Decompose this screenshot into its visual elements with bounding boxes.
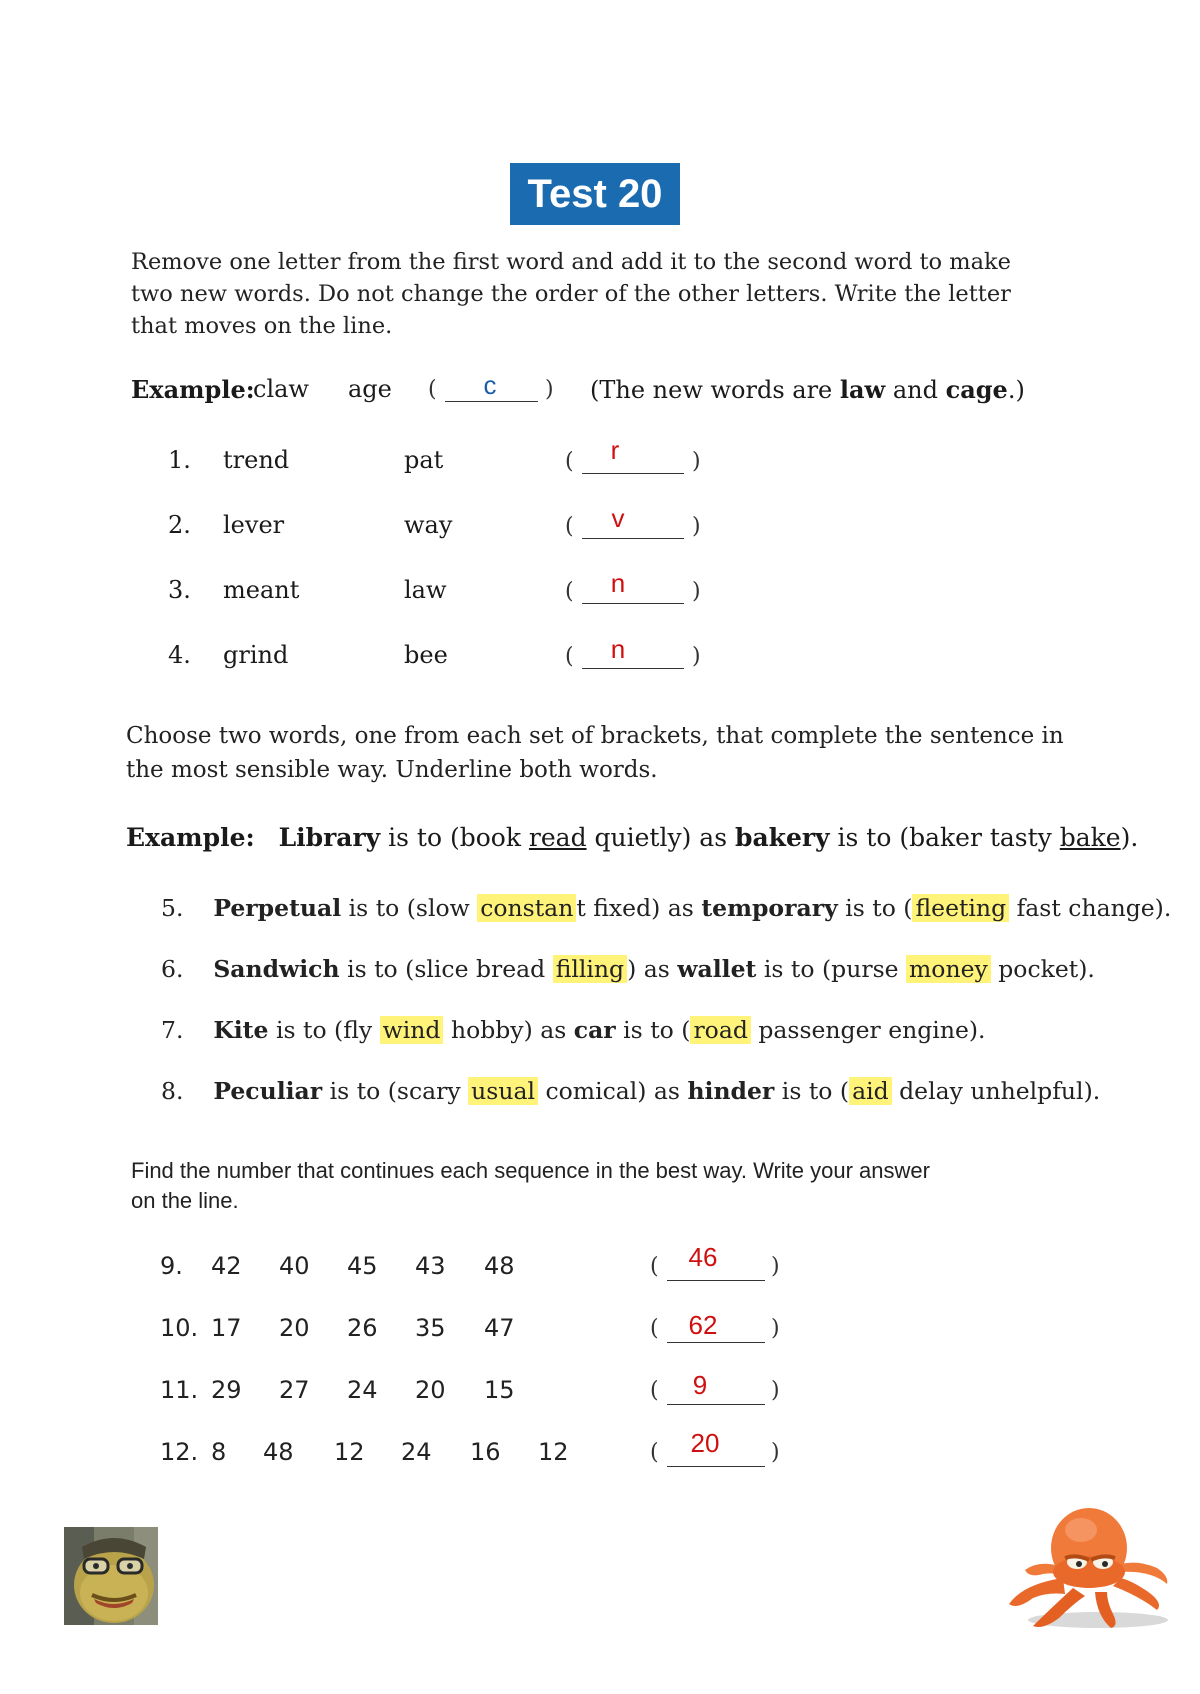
sequence-value: 15	[484, 1376, 515, 1404]
instruction-line: Remove one letter from the first word and add it to the second word to make	[131, 249, 1011, 275]
paren-close: )	[771, 1316, 780, 1341]
sequence-value: 17	[211, 1314, 242, 1342]
item-number: 7.	[161, 1016, 184, 1044]
instruction-line: two new words. Do not change the order of the other letters. Write the letter	[131, 281, 1011, 307]
paren-close: )	[692, 449, 701, 474]
paren-open: (	[650, 1378, 659, 1403]
answer-line[interactable]	[582, 538, 684, 539]
item-number: 11.	[160, 1376, 199, 1404]
answer-line[interactable]	[667, 1404, 765, 1405]
sequence-value: 12	[334, 1438, 365, 1466]
paren-open: (	[565, 644, 574, 669]
item-answer: 62	[688, 1310, 718, 1340]
section1-instructions	[131, 246, 1011, 342]
item-word1: meant	[223, 576, 300, 604]
item-number: 2.	[168, 511, 191, 539]
highlighted-answer[interactable]: money	[906, 955, 991, 983]
answer-line[interactable]	[582, 603, 684, 604]
item-answer: 20	[690, 1428, 720, 1458]
item-answer: 9	[692, 1370, 708, 1400]
item-word2: law	[404, 576, 447, 604]
example2: Example: Library is to (book read quietly) as bakery is to (baker tasty bake).	[126, 823, 1139, 852]
example1-word1: claw	[253, 375, 309, 403]
example1-note: (The new words are law and cage.)	[590, 375, 1025, 404]
example1-answer-line	[445, 401, 538, 402]
paren-close: )	[692, 514, 701, 539]
answer-line[interactable]	[582, 473, 684, 474]
highlighted-answer[interactable]: constan	[477, 894, 576, 922]
paren-close: )	[771, 1440, 780, 1465]
sequence-value: 40	[279, 1252, 310, 1280]
paren-close: )	[545, 377, 554, 402]
item-number: 10.	[160, 1314, 199, 1342]
instruction-line: on the line.	[131, 1188, 239, 1213]
answer-line[interactable]	[667, 1342, 765, 1343]
instruction-line: the most sensible way. Underline both words.	[126, 757, 658, 783]
item-number: 6.	[161, 955, 184, 983]
section2-item-6: 6. Sandwich is to (slice bread filling ) as wallet is to (purse money pocket).	[161, 955, 1095, 983]
octopus-icon	[1003, 1500, 1171, 1634]
paren-open: (	[565, 449, 574, 474]
item-number: 5.	[161, 894, 184, 922]
paren-close: )	[771, 1254, 780, 1279]
item-number: 9.	[160, 1252, 183, 1280]
item-number: 8.	[161, 1077, 184, 1105]
character-portrait-icon	[64, 1527, 158, 1625]
sequence-value: 48	[484, 1252, 515, 1280]
highlighted-answer[interactable]: filling	[553, 955, 627, 983]
item-word2: way	[404, 511, 453, 539]
instruction-line: Find the number that continues each sequence in the best way. Write your answer	[131, 1158, 930, 1183]
paren-close: )	[771, 1378, 780, 1403]
sequence-value: 24	[347, 1376, 378, 1404]
item-answer: r	[610, 435, 620, 465]
item-answer: n	[610, 634, 626, 664]
highlighted-answer[interactable]: usual	[468, 1077, 538, 1105]
item-word2: bee	[404, 641, 448, 669]
section3-instructions	[131, 1156, 930, 1216]
page-title: Test 20	[510, 163, 680, 225]
example1-answer: c	[483, 370, 497, 400]
paren-open: (	[650, 1254, 659, 1279]
item-word1: grind	[223, 641, 289, 669]
paren-open: (	[650, 1316, 659, 1341]
sequence-value: 12	[538, 1438, 569, 1466]
sequence-value: 47	[484, 1314, 515, 1342]
paren-close: )	[692, 644, 701, 669]
paren-open: (	[565, 514, 574, 539]
item-word1: trend	[223, 446, 290, 474]
sequence-value: 20	[279, 1314, 310, 1342]
item-word2: pat	[404, 446, 444, 474]
sequence-value: 42	[211, 1252, 242, 1280]
sequence-value: 35	[415, 1314, 446, 1342]
item-number: 3.	[168, 576, 191, 604]
paren-open: (	[428, 377, 437, 402]
answer-line[interactable]	[667, 1280, 765, 1281]
section2-instructions	[126, 719, 1064, 787]
answer-line[interactable]	[582, 668, 684, 669]
item-number: 12.	[160, 1438, 199, 1466]
sequence-value: 27	[279, 1376, 310, 1404]
octopus-image	[1003, 1500, 1171, 1634]
sequence-value: 16	[470, 1438, 501, 1466]
sequence-value: 20	[415, 1376, 446, 1404]
sequence-value: 29	[211, 1376, 242, 1404]
item-answer: 46	[688, 1242, 718, 1272]
example1-word2: age	[348, 375, 392, 403]
sequence-value: 8	[211, 1438, 227, 1466]
highlighted-answer[interactable]: wind	[380, 1016, 444, 1044]
sequence-value: 24	[401, 1438, 432, 1466]
instruction-line: that moves on the line.	[131, 313, 393, 339]
paren-open: (	[650, 1440, 659, 1465]
highlighted-answer[interactable]: road	[690, 1016, 750, 1044]
sequence-value: 43	[415, 1252, 446, 1280]
instruction-line: Choose two words, one from each set of brackets, that complete the sentence in	[126, 723, 1064, 749]
item-word1: lever	[223, 511, 285, 539]
character-portrait-image	[64, 1527, 158, 1625]
item-number: 1.	[168, 446, 191, 474]
section2-item-8: 8. Peculiar is to (scary usual comical) as hinder is to ( aid delay unhelpful).	[161, 1077, 1101, 1105]
highlighted-answer[interactable]: aid	[849, 1077, 892, 1105]
sequence-value: 45	[347, 1252, 378, 1280]
answer-line[interactable]	[667, 1466, 765, 1467]
section2-item-7: 7. Kite is to (fly wind hobby) as car is to ( road passenger engine).	[161, 1016, 986, 1044]
highlighted-answer[interactable]: fleeting	[912, 894, 1009, 922]
item-number: 4.	[168, 641, 191, 669]
section2-item-5: 5. Perpetual is to (slow constan t fixed) as temporary is to ( fleeting fast change).	[161, 894, 1172, 922]
paren-open: (	[565, 579, 574, 604]
item-answer: v	[611, 503, 625, 533]
sequence-value: 48	[263, 1438, 294, 1466]
item-answer: n	[610, 568, 626, 598]
sequence-value: 26	[347, 1314, 378, 1342]
example1-label: Example:	[131, 375, 255, 404]
paren-close: )	[692, 579, 701, 604]
